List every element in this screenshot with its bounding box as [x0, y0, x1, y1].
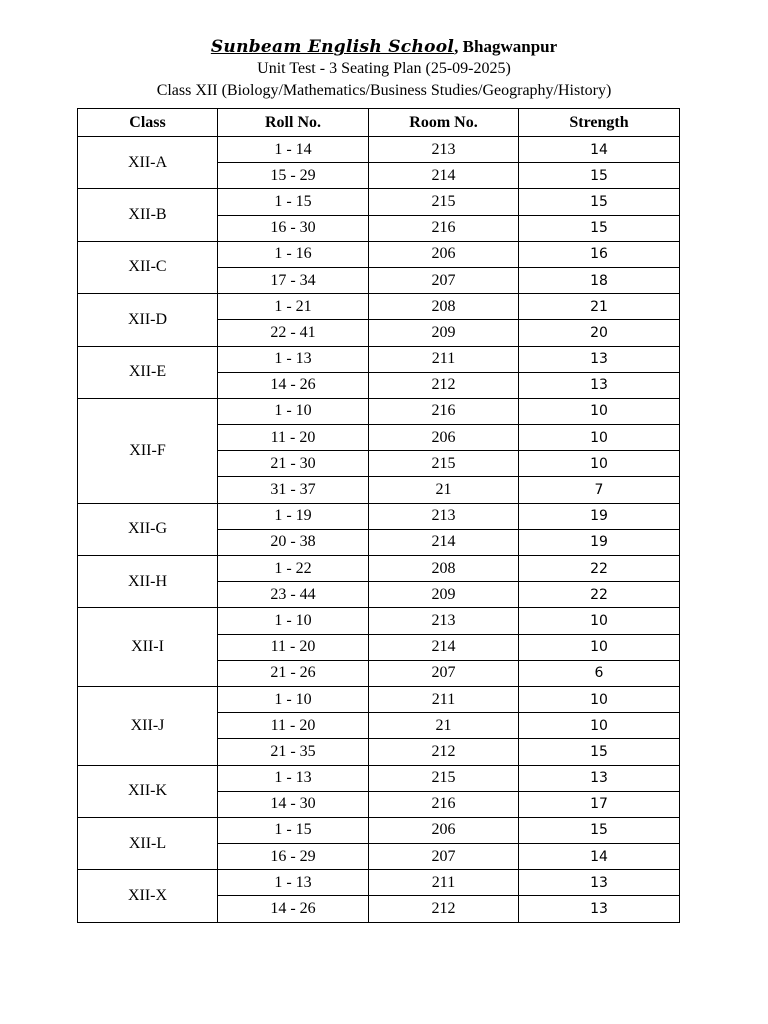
strength-cell: 22 [519, 582, 680, 608]
strength-cell: 18 [519, 267, 680, 293]
table-row [78, 189, 680, 215]
strength-cell: 16 [519, 241, 680, 267]
room-cell: 216 [369, 215, 519, 241]
room-cell: 207 [369, 267, 519, 293]
table-row [78, 686, 680, 712]
strength-cell: 13 [519, 870, 680, 896]
room-cell: 214 [369, 529, 519, 555]
room-cell: 215 [369, 451, 519, 477]
roll-cell: 14 - 26 [218, 372, 369, 398]
school-name: Sunbeam English School [210, 37, 455, 57]
class-cell: XII-H [78, 556, 218, 608]
exam-title: Unit Test - 3 Seating Plan (25-09-2025) [257, 60, 511, 77]
room-cell: 212 [369, 372, 519, 398]
roll-cell: 1 - 10 [218, 686, 369, 712]
room-cell: 213 [369, 137, 519, 163]
room-cell: 211 [369, 346, 519, 372]
strength-cell: 19 [519, 503, 680, 529]
roll-cell: 21 - 26 [218, 660, 369, 686]
strength-cell: 21 [519, 294, 680, 320]
room-cell: 207 [369, 660, 519, 686]
roll-cell: 14 - 26 [218, 896, 369, 922]
strength-cell: 22 [519, 556, 680, 582]
roll-cell: 1 - 10 [218, 398, 369, 424]
strength-cell: 15 [519, 163, 680, 189]
seating-plan-table [77, 108, 680, 923]
table-row [78, 503, 680, 529]
class-cell: XII-J [78, 686, 218, 765]
roll-cell: 20 - 38 [218, 529, 369, 555]
document-header [0, 36, 768, 102]
roll-cell: 22 - 41 [218, 320, 369, 346]
strength-cell: 6 [519, 660, 680, 686]
strength-cell: 10 [519, 686, 680, 712]
room-cell: 212 [369, 896, 519, 922]
roll-cell: 11 - 20 [218, 634, 369, 660]
strength-cell: 14 [519, 137, 680, 163]
roll-cell: 1 - 22 [218, 556, 369, 582]
room-cell: 21 [369, 713, 519, 739]
room-cell: 215 [369, 765, 519, 791]
school-place: , Bhagwanpur [454, 37, 558, 56]
room-cell: 207 [369, 844, 519, 870]
table-row [78, 608, 680, 634]
room-cell: 208 [369, 556, 519, 582]
roll-cell: 21 - 35 [218, 739, 369, 765]
class-cell: XII-K [78, 765, 218, 817]
class-cell: XII-F [78, 398, 218, 503]
strength-cell: 15 [519, 739, 680, 765]
table-row [78, 765, 680, 791]
room-cell: 208 [369, 294, 519, 320]
strength-cell: 10 [519, 608, 680, 634]
room-cell: 213 [369, 503, 519, 529]
strength-cell: 13 [519, 896, 680, 922]
roll-cell: 1 - 13 [218, 346, 369, 372]
roll-cell: 16 - 29 [218, 844, 369, 870]
strength-cell: 13 [519, 765, 680, 791]
roll-cell: 1 - 16 [218, 241, 369, 267]
strength-cell: 15 [519, 215, 680, 241]
strength-cell: 20 [519, 320, 680, 346]
room-cell: 215 [369, 189, 519, 215]
room-cell: 211 [369, 686, 519, 712]
classes-line: Class XII (Biology/Mathematics/Business Studies/Geography/History) [156, 82, 612, 99]
room-cell: 206 [369, 425, 519, 451]
room-cell: 216 [369, 398, 519, 424]
roll-cell: 17 - 34 [218, 267, 369, 293]
strength-cell: 10 [519, 634, 680, 660]
class-cell: XII-G [78, 503, 218, 555]
roll-cell: 11 - 20 [218, 713, 369, 739]
column-header-class: Class [78, 109, 218, 137]
roll-cell: 1 - 13 [218, 765, 369, 791]
room-cell: 212 [369, 739, 519, 765]
column-header-strength: Strength [519, 109, 680, 137]
strength-cell: 17 [519, 791, 680, 817]
room-cell: 209 [369, 582, 519, 608]
roll-cell: 21 - 30 [218, 451, 369, 477]
table-row [78, 137, 680, 163]
roll-cell: 1 - 14 [218, 137, 369, 163]
class-cell: XII-A [78, 137, 218, 189]
strength-cell: 15 [519, 189, 680, 215]
room-cell: 216 [369, 791, 519, 817]
room-cell: 211 [369, 870, 519, 896]
column-header-roll: Roll No. [218, 109, 369, 137]
roll-cell: 23 - 44 [218, 582, 369, 608]
table-header-row [78, 109, 680, 137]
strength-cell: 14 [519, 844, 680, 870]
roll-cell: 31 - 37 [218, 477, 369, 503]
strength-cell: 10 [519, 451, 680, 477]
strength-cell: 10 [519, 398, 680, 424]
roll-cell: 1 - 15 [218, 817, 369, 843]
strength-cell: 13 [519, 346, 680, 372]
table-row [78, 241, 680, 267]
table-row [78, 870, 680, 896]
roll-cell: 16 - 30 [218, 215, 369, 241]
column-header-room: Room No. [369, 109, 519, 137]
strength-cell: 7 [519, 477, 680, 503]
roll-cell: 1 - 21 [218, 294, 369, 320]
table-body [78, 137, 680, 923]
table-row [78, 294, 680, 320]
roll-cell: 1 - 13 [218, 870, 369, 896]
table-row [78, 556, 680, 582]
roll-cell: 1 - 19 [218, 503, 369, 529]
strength-cell: 13 [519, 372, 680, 398]
class-cell: XII-C [78, 241, 218, 293]
class-cell: XII-X [78, 870, 218, 922]
class-cell: XII-D [78, 294, 218, 346]
class-cell: XII-B [78, 189, 218, 241]
roll-cell: 1 - 10 [218, 608, 369, 634]
strength-cell: 10 [519, 713, 680, 739]
roll-cell: 14 - 30 [218, 791, 369, 817]
room-cell: 214 [369, 634, 519, 660]
strength-cell: 10 [519, 425, 680, 451]
table-row [78, 346, 680, 372]
roll-cell: 11 - 20 [218, 425, 369, 451]
class-cell: XII-L [78, 817, 218, 869]
room-cell: 206 [369, 817, 519, 843]
school-title [0, 36, 768, 58]
room-cell: 206 [369, 241, 519, 267]
roll-cell: 1 - 15 [218, 189, 369, 215]
class-cell: XII-I [78, 608, 218, 687]
room-cell: 214 [369, 163, 519, 189]
table-row [78, 817, 680, 843]
roll-cell: 15 - 29 [218, 163, 369, 189]
room-cell: 209 [369, 320, 519, 346]
table-row [78, 398, 680, 424]
strength-cell: 19 [519, 529, 680, 555]
class-cell: XII-E [78, 346, 218, 398]
room-cell: 21 [369, 477, 519, 503]
strength-cell: 15 [519, 817, 680, 843]
room-cell: 213 [369, 608, 519, 634]
